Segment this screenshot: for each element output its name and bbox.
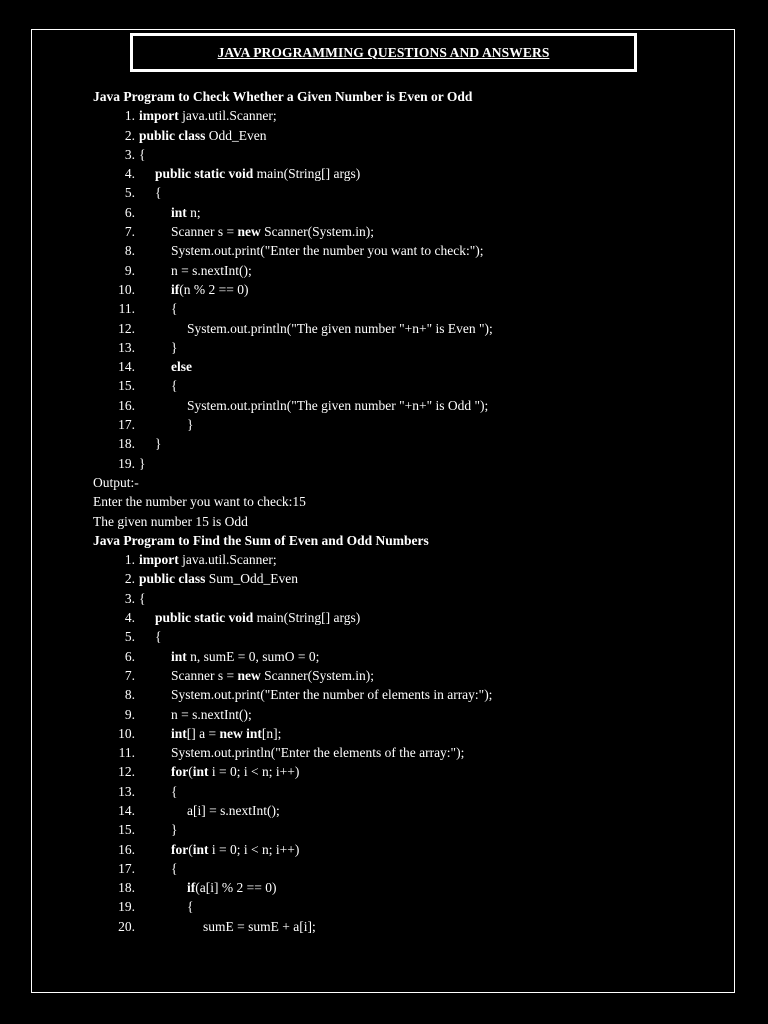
- code-line: [93, 724, 713, 743]
- line-number: 14.: [118, 359, 135, 375]
- line-number: 15.: [118, 822, 135, 838]
- line-number: 4.: [124, 610, 135, 626]
- code-keyword: else: [171, 359, 192, 375]
- line-number: 13.: [118, 783, 135, 799]
- code-text: [139, 569, 298, 588]
- code-token: java.util.Scanner;: [178, 108, 277, 124]
- code-token: }: [187, 417, 194, 433]
- code-keyword: for: [171, 841, 189, 857]
- code-line: [93, 666, 713, 685]
- line-number: 17.: [118, 417, 135, 433]
- line-number: 14.: [118, 802, 135, 818]
- code-text: [187, 878, 276, 897]
- code-token: sumE = sumE + a[i];: [203, 918, 316, 934]
- code-token: }: [139, 455, 146, 471]
- code-token: (: [188, 764, 193, 780]
- code-line: [93, 415, 713, 434]
- code-text: [171, 743, 464, 762]
- section-heading: Java Program to Check Whether a Given Number is Even or Odd: [93, 89, 473, 104]
- line-number: 10.: [118, 725, 135, 741]
- line-number: 18.: [118, 880, 135, 896]
- output-line: The given number 15 is Odd: [93, 513, 248, 529]
- line-number: 16.: [118, 841, 135, 857]
- code-text: [171, 705, 252, 724]
- code-text: [139, 550, 277, 569]
- line-number: 17.: [118, 860, 135, 876]
- code-keyword: int: [192, 764, 209, 780]
- code-text: [171, 299, 177, 318]
- code-text: [155, 183, 161, 202]
- code-token: {: [171, 783, 178, 799]
- line-number: 3.: [124, 146, 135, 162]
- code-line: [93, 782, 713, 801]
- code-line: [93, 550, 713, 569]
- code-line: [93, 319, 713, 338]
- code-text: [155, 434, 161, 453]
- document-body: [93, 87, 713, 936]
- code-line: [93, 126, 713, 145]
- code-token: {: [171, 860, 178, 876]
- code-text: [155, 608, 360, 627]
- code-token: System.out.print("Enter the number of elements in array:");: [171, 687, 493, 703]
- line-number: 13.: [118, 339, 135, 355]
- code-token: {: [171, 378, 178, 394]
- line-number: 3.: [124, 590, 135, 606]
- code-keyword: public class: [139, 127, 206, 143]
- code-keyword: new: [237, 667, 261, 683]
- code-token: [n];: [261, 725, 282, 741]
- code-line: [93, 183, 713, 202]
- code-text: [187, 801, 280, 820]
- code-line: [93, 338, 713, 357]
- code-keyword: public class: [139, 571, 206, 587]
- code-text: [171, 203, 201, 222]
- code-token: n, sumE = 0, sumO = 0;: [186, 648, 320, 664]
- line-number: 1.: [124, 108, 135, 124]
- code-line: [93, 743, 713, 762]
- code-text: [155, 627, 161, 646]
- line-number: 12.: [118, 320, 135, 336]
- code-line: [93, 280, 713, 299]
- code-keyword: if: [171, 281, 180, 297]
- code-line: [93, 241, 713, 260]
- code-line: [93, 685, 713, 704]
- code-line: [93, 897, 713, 916]
- code-text: [171, 357, 192, 376]
- code-line: [93, 627, 713, 646]
- line-number: 16.: [118, 397, 135, 413]
- code-token: n;: [186, 204, 201, 220]
- code-token: a[i] = s.nextInt();: [187, 802, 280, 818]
- code-token: n = s.nextInt();: [171, 706, 252, 722]
- code-token: i = 0; i < n; i++): [208, 841, 300, 857]
- code-text: [171, 647, 319, 666]
- code-text: [187, 319, 493, 338]
- code-keyword: int: [192, 841, 209, 857]
- code-text: [139, 145, 145, 164]
- page-title: JAVA PROGRAMMING QUESTIONS AND ANSWERS: [217, 44, 550, 60]
- code-keyword: int: [171, 648, 187, 664]
- line-number: 5.: [124, 185, 135, 201]
- code-text: [171, 782, 177, 801]
- code-line: [93, 859, 713, 878]
- section-heading: Java Program to Find the Sum of Even and Odd Numbers: [93, 532, 429, 548]
- code-token: (: [188, 841, 193, 857]
- code-keyword: new: [237, 224, 261, 240]
- line-number: 7.: [124, 224, 135, 240]
- code-token: i = 0; i < n; i++): [208, 764, 300, 780]
- code-line: [93, 878, 713, 897]
- line-number: 20.: [118, 918, 135, 934]
- code-keyword: for: [171, 764, 189, 780]
- code-token: Sum_Odd_Even: [205, 571, 299, 587]
- code-text: [171, 685, 492, 704]
- code-line: [93, 164, 713, 183]
- line-number: 2.: [124, 127, 135, 143]
- line-number: 1.: [124, 552, 135, 568]
- code-keyword: public static void: [155, 610, 254, 626]
- line-number: 18.: [118, 436, 135, 452]
- line-number: 6.: [124, 204, 135, 220]
- line-number: 9.: [124, 706, 135, 722]
- line-number: 15.: [118, 378, 135, 394]
- code-token: System.out.println("Enter the elements of the array:");: [171, 745, 465, 761]
- code-line: [93, 589, 713, 608]
- line-number: 12.: [118, 764, 135, 780]
- code-text: [139, 589, 145, 608]
- code-keyword: if: [187, 880, 196, 896]
- code-text: [171, 376, 177, 395]
- line-number: 2.: [124, 571, 135, 587]
- code-text: [187, 396, 488, 415]
- code-line: [93, 203, 713, 222]
- code-text: [139, 454, 145, 473]
- code-keyword: int: [171, 204, 187, 220]
- code-text: [171, 666, 374, 685]
- output-line: Enter the number you want to check:15: [93, 494, 306, 510]
- code-line: [93, 299, 713, 318]
- code-token: {: [155, 629, 162, 645]
- code-text: [187, 897, 193, 916]
- code-keyword: import: [139, 108, 179, 124]
- code-token: Scanner s =: [171, 224, 238, 240]
- code-token: System.out.print("Enter the number you want to check:");: [171, 243, 484, 259]
- code-line: [93, 820, 713, 839]
- code-text: [171, 724, 281, 743]
- line-number: 11.: [118, 301, 135, 317]
- code-token: {: [139, 590, 146, 606]
- code-token: Scanner(System.in);: [260, 224, 374, 240]
- code-token: Odd_Even: [205, 127, 267, 143]
- code-text: [171, 261, 252, 280]
- code-text: [139, 126, 267, 145]
- code-line: [93, 917, 713, 936]
- code-token: }: [155, 436, 162, 452]
- code-token: }: [171, 339, 178, 355]
- code-token: {: [139, 146, 146, 162]
- line-number: 11.: [118, 745, 135, 761]
- code-token: n = s.nextInt();: [171, 262, 252, 278]
- code-text: [171, 762, 299, 781]
- line-number: 8.: [124, 687, 135, 703]
- code-text: [155, 164, 360, 183]
- code-token: {: [155, 185, 162, 201]
- code-line: [93, 801, 713, 820]
- code-keyword: new int: [219, 725, 262, 741]
- code-keyword: int: [171, 725, 187, 741]
- code-token: System.out.println("The given number "+n+" is Even ");: [187, 320, 493, 336]
- code-token: main(String[] args): [253, 610, 361, 626]
- code-token: (a[i] % 2 == 0): [195, 880, 277, 896]
- code-text: [171, 820, 177, 839]
- code-line: [93, 357, 713, 376]
- title-box: [130, 33, 637, 72]
- code-line: [93, 569, 713, 588]
- code-line: [93, 376, 713, 395]
- code-text: [171, 280, 248, 299]
- code-text: [171, 338, 177, 357]
- code-text: [203, 917, 316, 936]
- line-number: 5.: [124, 629, 135, 645]
- code-line: [93, 222, 713, 241]
- code-text: [187, 415, 193, 434]
- line-number: 19.: [118, 455, 135, 471]
- code-line: [93, 647, 713, 666]
- code-text: [171, 840, 299, 859]
- code-line: [93, 261, 713, 280]
- line-number: 19.: [118, 899, 135, 915]
- line-number: 6.: [124, 648, 135, 664]
- code-text: [171, 222, 374, 241]
- code-line: [93, 434, 713, 453]
- code-token: main(String[] args): [253, 166, 361, 182]
- code-text: [171, 859, 177, 878]
- code-keyword: public static void: [155, 166, 254, 182]
- code-token: {: [171, 301, 178, 317]
- code-token: (n % 2 == 0): [179, 281, 249, 297]
- line-number: 4.: [124, 166, 135, 182]
- code-token: Scanner(System.in);: [260, 667, 374, 683]
- line-number: 10.: [118, 281, 135, 297]
- code-keyword: import: [139, 552, 179, 568]
- output-line: Output:-: [93, 474, 139, 490]
- line-number: 8.: [124, 243, 135, 259]
- code-line: [93, 396, 713, 415]
- code-line: [93, 454, 713, 473]
- line-number: 9.: [124, 262, 135, 278]
- code-line: [93, 705, 713, 724]
- code-token: System.out.println("The given number "+n+" is Odd ");: [187, 397, 489, 413]
- code-line: [93, 762, 713, 781]
- code-token: }: [171, 822, 178, 838]
- code-token: java.util.Scanner;: [178, 552, 277, 568]
- line-number: 7.: [124, 667, 135, 683]
- code-text: [139, 106, 277, 125]
- code-token: {: [187, 899, 194, 915]
- code-token: Scanner s =: [171, 667, 238, 683]
- code-line: [93, 608, 713, 627]
- code-line: [93, 106, 713, 125]
- code-line: [93, 840, 713, 859]
- code-token: [] a =: [186, 725, 220, 741]
- code-line: [93, 145, 713, 164]
- code-text: [171, 241, 483, 260]
